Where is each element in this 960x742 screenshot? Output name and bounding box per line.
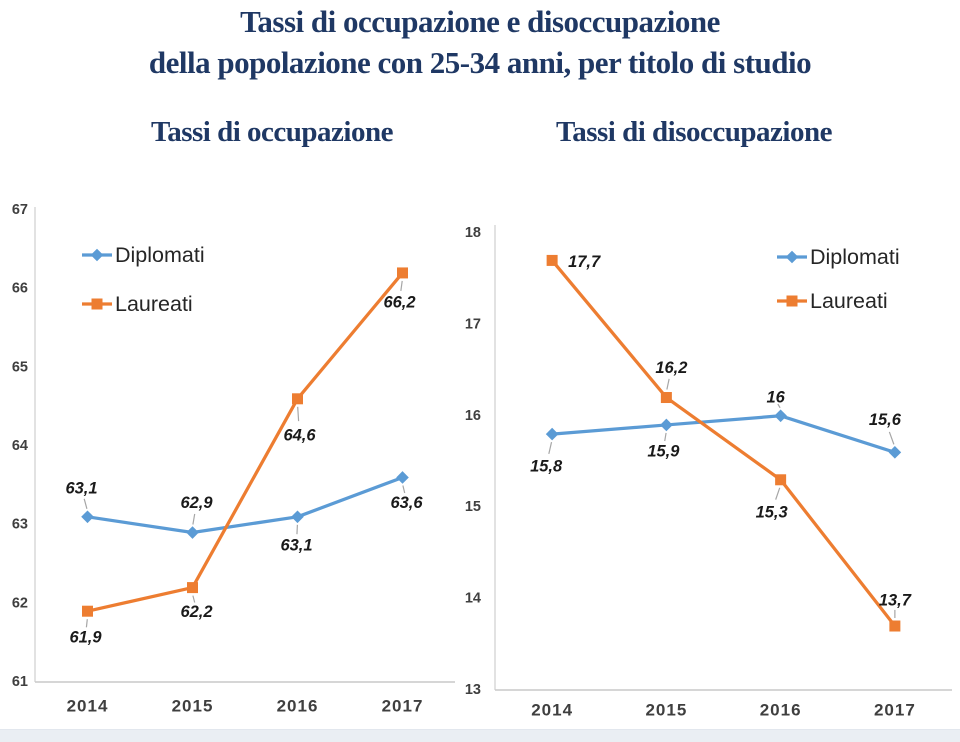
label-leader-line — [401, 281, 402, 291]
marker-laureati — [775, 474, 786, 485]
data-label: 15,3 — [755, 503, 788, 522]
y-tick-label: 17 — [464, 316, 481, 333]
marker-laureati — [292, 393, 303, 404]
x-tick-label: 2017 — [873, 700, 916, 720]
page-title-line1: Tassi di occupazione e disoccupazione — [240, 4, 720, 39]
label-leader-line — [889, 432, 894, 444]
series-laureati — [69, 267, 415, 646]
y-tick-label: 14 — [464, 590, 481, 607]
marker-laureati — [547, 255, 558, 266]
marker-laureati — [187, 582, 198, 593]
marker-diplomati — [291, 511, 304, 524]
series-diplomati — [65, 471, 423, 554]
marker-diplomati — [396, 471, 409, 484]
series-line-diplomati — [552, 416, 895, 453]
y-tick-label: 65 — [11, 359, 28, 376]
data-label: 62,2 — [180, 603, 213, 622]
data-label: 63,1 — [65, 479, 98, 498]
label-leader-line — [403, 485, 405, 493]
label-leader-line — [667, 379, 669, 390]
x-tick-label: 2017 — [381, 696, 424, 716]
x-tick-label: 2016 — [759, 700, 802, 720]
series-line-laureati — [552, 260, 895, 626]
occupazione-line-chart — [0, 190, 470, 742]
label-leader-line — [193, 514, 195, 525]
y-tick-label: 61 — [11, 674, 28, 690]
footer-strip — [0, 729, 960, 742]
y-tick-label: 64 — [11, 438, 28, 454]
data-label: 16 — [766, 388, 785, 407]
data-label: 13,7 — [878, 591, 911, 610]
legend-label: Laureati — [810, 289, 888, 313]
x-tick-label: 2015 — [171, 696, 214, 716]
data-label: 15,9 — [647, 442, 680, 461]
marker-diplomati — [774, 410, 787, 423]
legend-item-diplomati — [777, 245, 900, 269]
legend-marker-diamond — [91, 249, 104, 262]
marker-laureati — [889, 621, 900, 632]
y-tick-label: 66 — [11, 280, 28, 297]
x-tick-label: 2015 — [645, 700, 688, 720]
legend-item-diplomati — [82, 243, 205, 267]
legend-marker-diamond — [786, 251, 799, 264]
label-leader-line — [84, 499, 87, 509]
disoccupazione-chart-title: Tassi di disoccupazione — [556, 116, 832, 148]
data-label: 15,6 — [868, 410, 901, 429]
data-label: 63,6 — [390, 493, 423, 512]
data-label: 63,1 — [280, 536, 313, 555]
y-tick-label: 62 — [11, 595, 28, 612]
data-label: 15,8 — [530, 457, 563, 476]
marker-diplomati — [660, 419, 673, 432]
page-title — [0, 2, 960, 84]
label-leader-line — [298, 407, 299, 421]
x-tick-label: 2014 — [531, 700, 574, 720]
marker-laureati — [397, 267, 408, 278]
page-title-line2: della popolazione con 25-34 anni, per titolo di studio — [148, 44, 812, 80]
legend-label: Laureati — [115, 292, 193, 316]
data-label: 17,7 — [568, 252, 601, 271]
marker-laureati — [82, 606, 93, 617]
legend-marker-square — [92, 299, 103, 310]
disoccupazione-line-chart — [440, 190, 960, 742]
series-line-diplomati — [88, 477, 403, 532]
label-leader-line — [776, 488, 780, 500]
label-leader-line — [86, 619, 87, 627]
y-tick-label: 16 — [464, 407, 481, 424]
occupazione-chart-title: Tassi di occupazione — [151, 116, 393, 148]
series-line-laureati — [88, 273, 403, 611]
legend-label: Diplomati — [115, 243, 205, 267]
legend-label: Diplomati — [810, 245, 900, 269]
marker-diplomati — [546, 428, 559, 441]
data-label: 62,9 — [180, 494, 213, 513]
data-label: 66,2 — [383, 293, 416, 312]
marker-diplomati — [81, 511, 94, 524]
x-tick-label: 2014 — [66, 696, 109, 716]
label-leader-line — [193, 596, 195, 603]
label-leader-line — [665, 433, 666, 441]
data-label: 16,2 — [655, 359, 688, 378]
y-tick-label: 18 — [464, 225, 481, 241]
y-tick-label: 67 — [11, 202, 28, 218]
x-tick-label: 2016 — [276, 696, 319, 716]
marker-diplomati — [889, 446, 902, 459]
legend-item-laureati — [82, 292, 193, 316]
data-label: 61,9 — [69, 628, 102, 647]
marker-laureati — [661, 392, 672, 403]
data-label: 64,6 — [283, 426, 316, 445]
legend-marker-square — [787, 296, 798, 307]
y-tick-label: 15 — [464, 499, 481, 516]
y-tick-label: 13 — [464, 682, 481, 698]
marker-diplomati — [186, 526, 199, 539]
legend-item-laureati — [777, 289, 888, 313]
y-tick-label: 63 — [11, 516, 28, 533]
label-leader-line — [549, 442, 552, 454]
